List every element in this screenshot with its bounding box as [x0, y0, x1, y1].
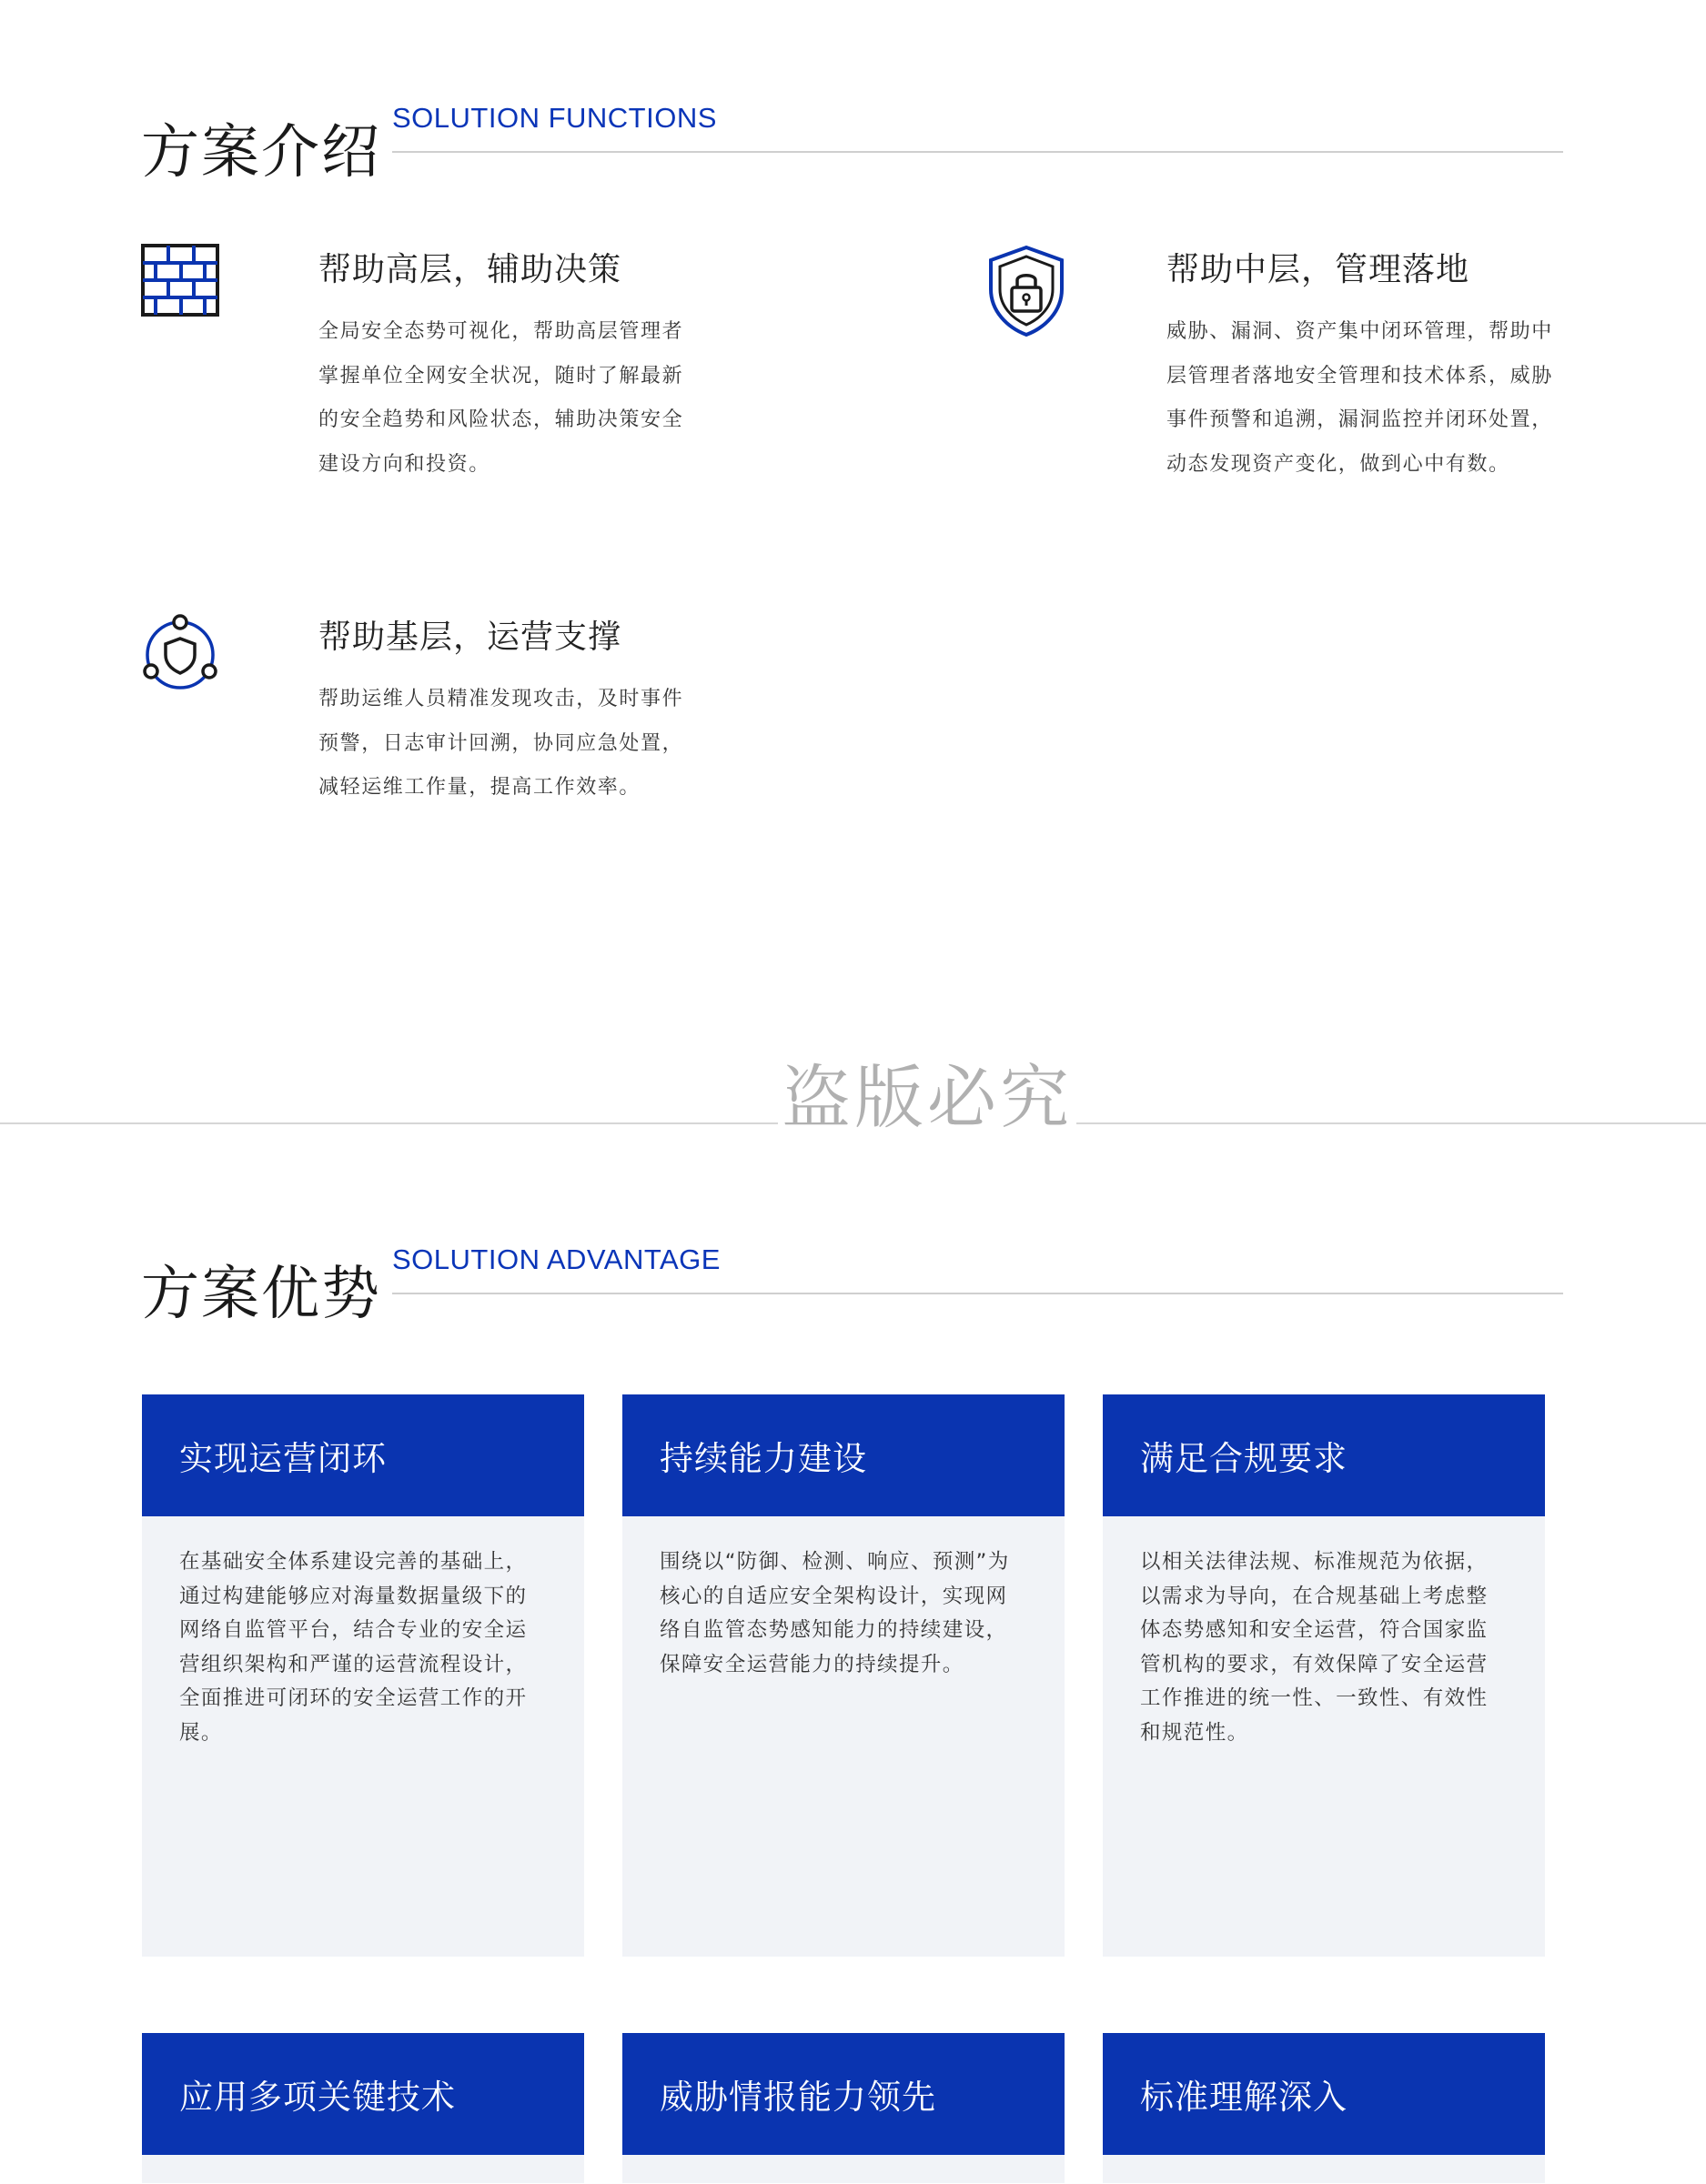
feature-title: 帮助高层，辅助决策 — [318, 251, 622, 288]
advantage-subtitle: SOLUTION ADVANTAGE — [392, 1243, 721, 1275]
card-title: 满足合规要求 — [1103, 1394, 1545, 1516]
advantage-card — [142, 2033, 584, 2183]
intro-section-header — [141, 102, 1563, 186]
advantage-card — [142, 1394, 584, 1957]
advantage-card — [622, 2033, 1065, 2183]
firewall-icon — [141, 244, 219, 317]
card-desc: 围绕以“防御、检测、响应、预测”为核心的自适应安全架构设计，实现网络自监管态势感知能力的持续建设，保障安全运营能力的持续提升。 — [660, 1550, 1010, 1676]
feature-middle-management — [1166, 244, 1556, 487]
advantage-title: 方案优势 — [141, 1261, 381, 1328]
intro-title: 方案介绍 — [141, 119, 381, 186]
advantage-card — [1103, 1394, 1545, 1957]
feature-desc: 帮助运维人员精准发现攻击，及时事件预警，日志审计回溯，协同应急处置，减轻运维工作量，提高工作效率。 — [318, 688, 684, 799]
watermark-text: 盗版必究 — [778, 1060, 1076, 1136]
intro-divider-line — [392, 151, 1563, 153]
card-title: 应用多项关键技术 — [142, 2033, 584, 2155]
intro-subtitle: SOLUTION FUNCTIONS — [392, 102, 717, 134]
feature-executive — [318, 244, 697, 487]
feature-desc: 威胁、漏洞、资产集中闭环管理，帮助中层管理者落地安全管理和技术体系，威胁事件预警和追溯，漏洞监控并闭环处置，动态发现资产变化，做到心中有数。 — [1166, 320, 1553, 476]
shield-lock-icon — [987, 244, 1065, 338]
feature-operations — [318, 611, 697, 810]
card-title: 实现运营闭环 — [142, 1394, 584, 1516]
feature-title: 帮助中层，管理落地 — [1166, 251, 1470, 288]
card-desc: 在基础安全体系建设完善的基础上，通过构建能够应对海量数据量级下的网络自监管平台，结合专业的安全运营组织架构和严谨的运营流程设计，全面推进可闭环的安全运营工作的开展。 — [179, 1550, 528, 1745]
card-title: 标准理解深入 — [1103, 2033, 1545, 2155]
card-desc — [622, 2155, 1065, 2184]
card-desc — [1103, 2155, 1545, 2184]
advantage-card — [622, 1394, 1065, 1957]
card-desc — [142, 2155, 584, 2184]
card-title: 威胁情报能力领先 — [622, 2033, 1065, 2155]
advantage-section-header — [141, 1243, 1563, 1328]
card-desc: 以相关法律法规、标准规范为依据，以需求为导向，在合规基础上考虑整体态势感知和安全运营，符合国家监管机构的要求，有效保障了安全运营工作推进的统一性、一致性、有效性和规范性。 — [1140, 1550, 1489, 1745]
network-shield-icon — [138, 611, 222, 695]
feature-desc: 全局安全态势可视化，帮助高层管理者掌握单位全网安全状况，随时了解最新的安全趋势和风险状态，辅助决策安全建设方向和投资。 — [318, 320, 684, 476]
advantage-card — [1103, 2033, 1545, 2183]
feature-title: 帮助基层，运营支撑 — [318, 619, 622, 656]
card-title: 持续能力建设 — [622, 1394, 1065, 1516]
advantage-divider-line — [392, 1293, 1563, 1294]
